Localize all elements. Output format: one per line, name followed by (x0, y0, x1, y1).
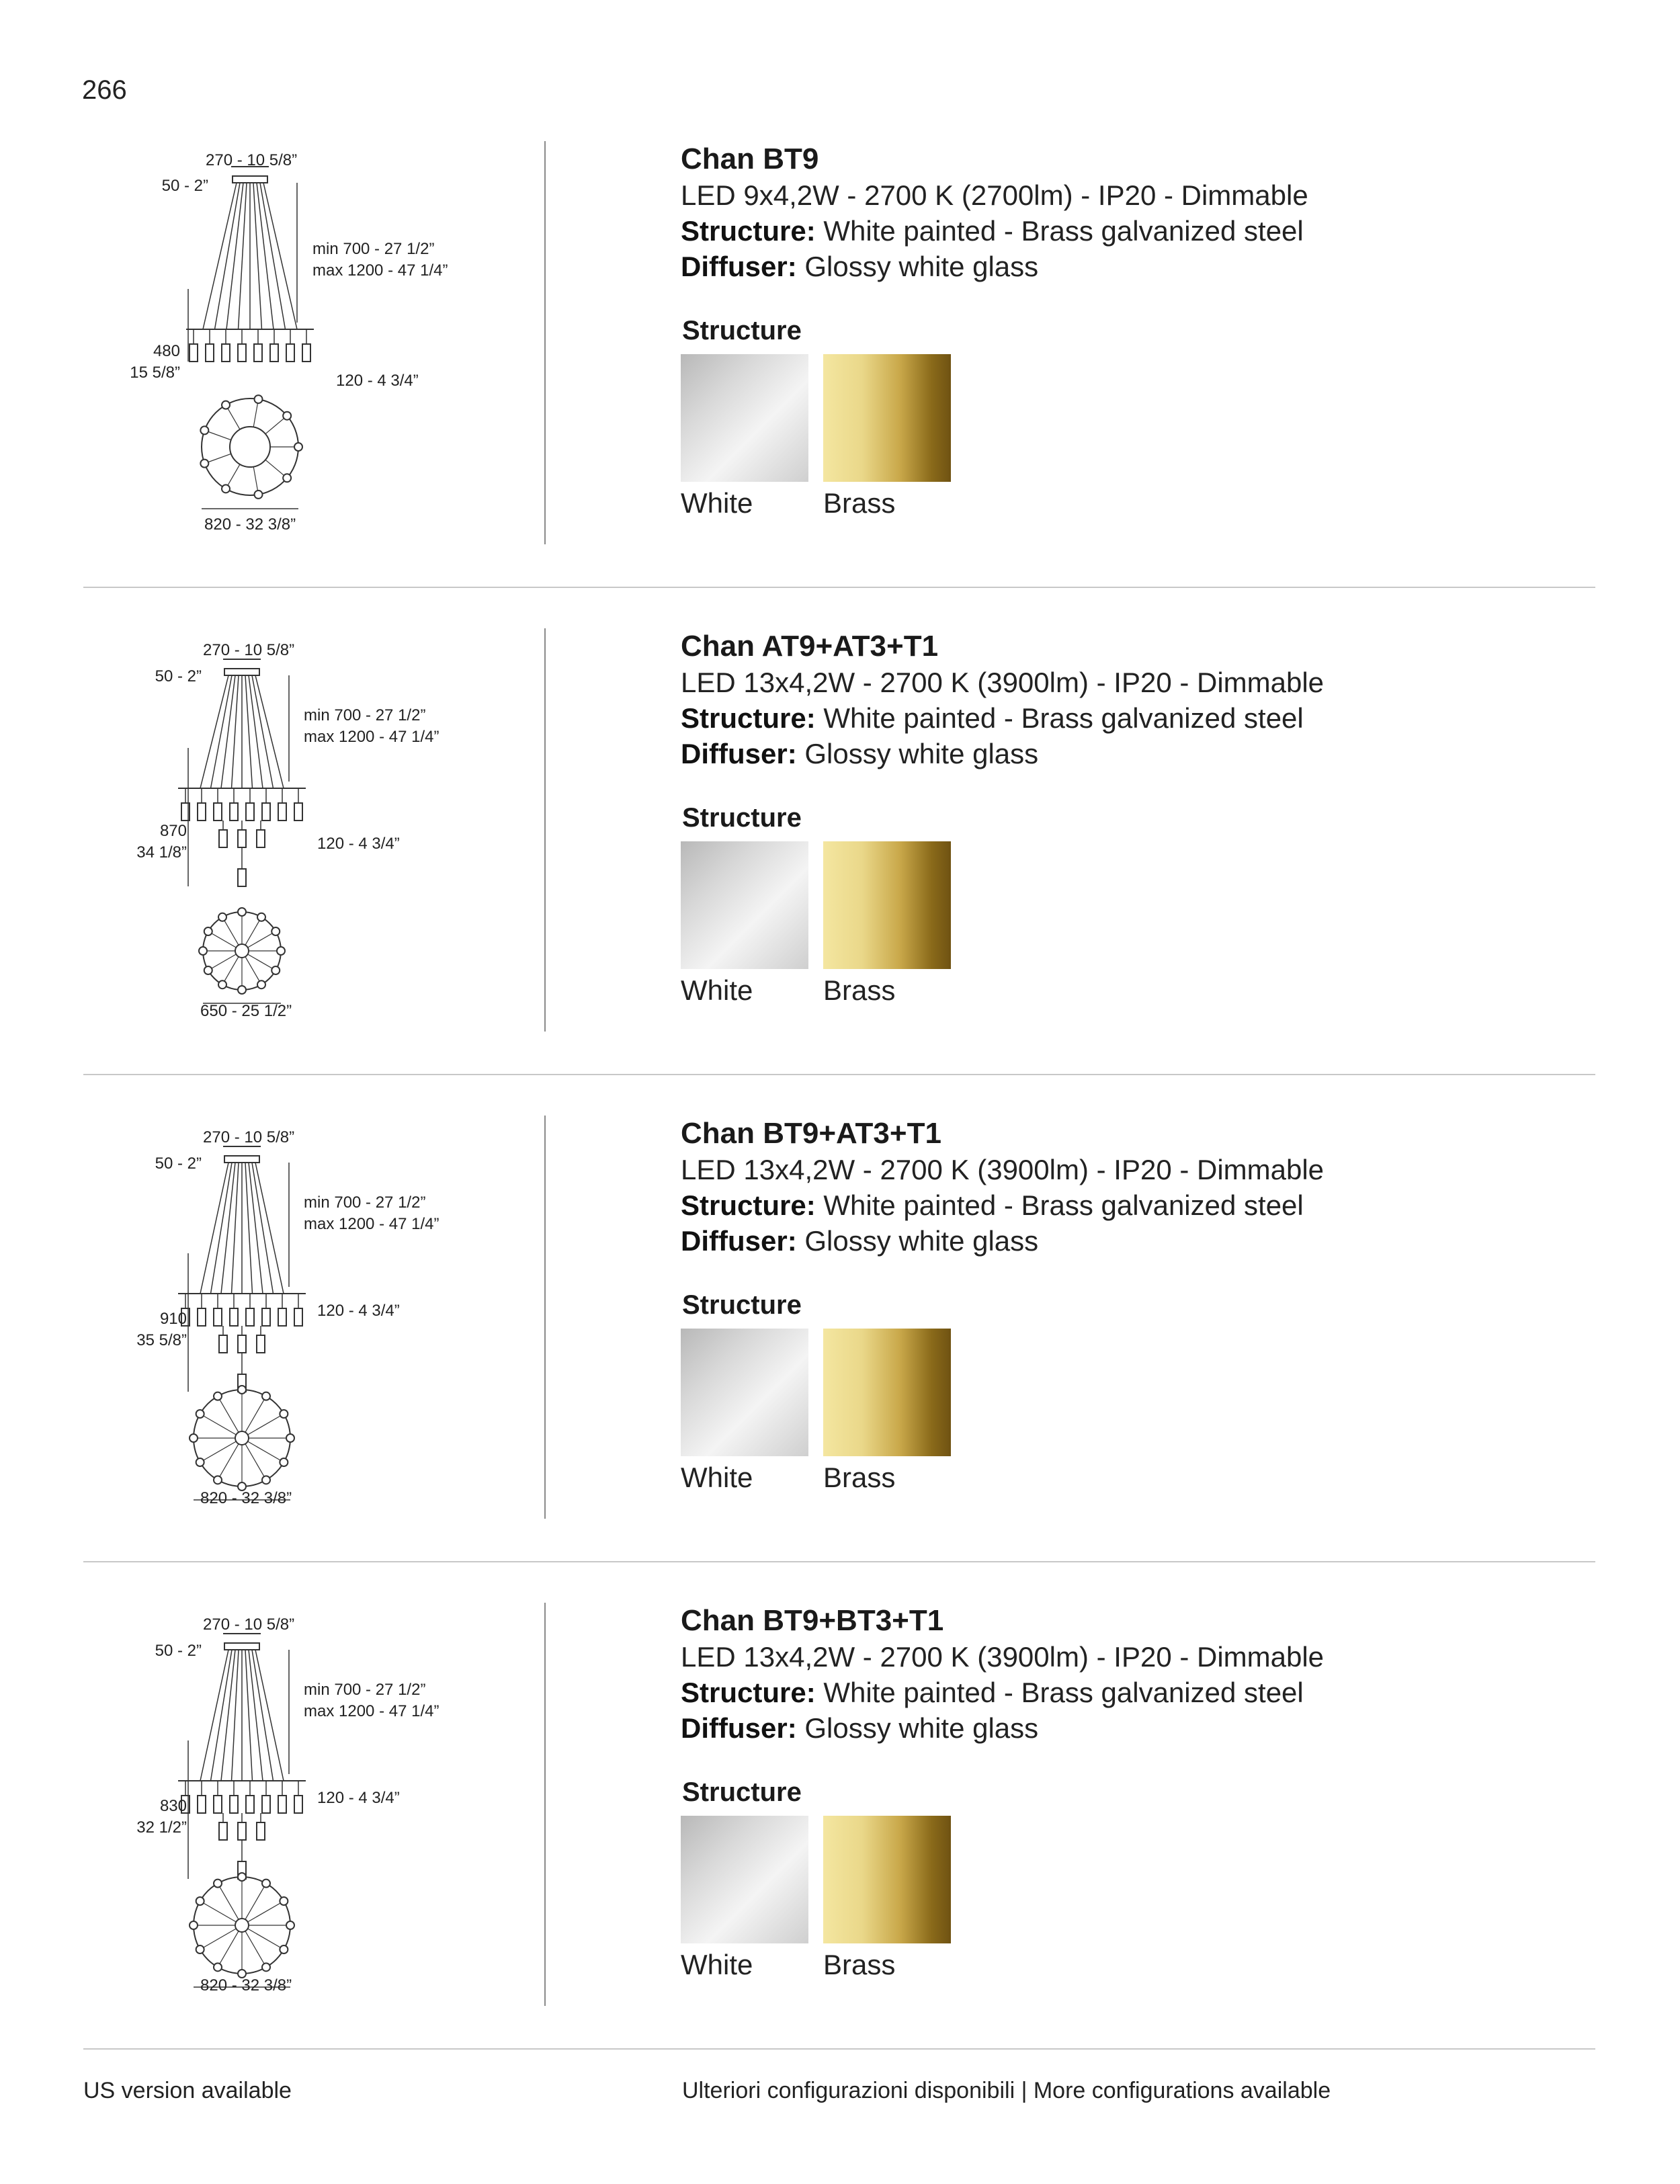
plan-shade-dot (283, 474, 291, 482)
diffuser-spec-label: Diffuser: (681, 251, 797, 282)
cable-line (232, 1163, 239, 1294)
section-separator (83, 1074, 1595, 1075)
plan-shade-dot (218, 980, 226, 989)
glass-shade (246, 1796, 254, 1813)
plan-spoke (218, 1931, 239, 1968)
plan-shade-dot (204, 927, 212, 935)
canopy-shape (224, 1643, 259, 1650)
glass-shade (219, 830, 227, 847)
plan-shade-dot (196, 1897, 204, 1905)
dim-body-in: 34 1/8” (136, 843, 187, 862)
finish-heading: Structure (682, 316, 802, 345)
plan-shade-dot (255, 491, 263, 499)
glass-shade (238, 869, 246, 886)
diffuser-spec (681, 249, 1554, 284)
plan-spoke (218, 1396, 239, 1433)
dim-canopy: 270 - 10 5/8” (203, 641, 295, 659)
plan-shade-dot (199, 947, 207, 955)
cable-line (252, 675, 274, 788)
plan-spoke (200, 1441, 237, 1462)
swatch-white-label: White (681, 1949, 753, 1980)
dim-body-in: 15 5/8” (130, 364, 180, 382)
cable-line (249, 1650, 263, 1781)
finish-heading: Structure (682, 1777, 802, 1807)
cable-line (255, 1163, 284, 1294)
diffuser-spec-label: Diffuser: (681, 1712, 797, 1744)
glass-shade (246, 803, 254, 821)
structure-spec-value: White painted - Brass galvanized steel (823, 1677, 1304, 1708)
structure-spec-value: White painted - Brass galvanized steel (823, 1189, 1304, 1221)
dimension-drawing (108, 628, 524, 1038)
plan-shade-dot (200, 460, 208, 468)
glass-shade (254, 344, 262, 362)
cable-line (221, 675, 235, 788)
swatch-brass-label: Brass (823, 974, 896, 1006)
plan-shade-dot (238, 1386, 246, 1394)
plan-spoke (200, 1929, 237, 1949)
section-separator (83, 587, 1595, 588)
structure-spec (681, 1675, 1554, 1710)
plan-shade-dot (255, 395, 263, 403)
swatch-brass[interactable] (823, 841, 951, 969)
dim-cable-max: max 1200 - 47 1/4” (304, 1215, 439, 1233)
glass-shade (246, 1308, 254, 1326)
dimension-drawing (108, 141, 524, 551)
cable-line (211, 675, 233, 788)
glass-shade (219, 1335, 227, 1353)
plan-shade-dot (214, 1963, 222, 1971)
product-title: Chan BT9+BT3+T1 (681, 1604, 944, 1637)
finish-heading: Structure (682, 803, 802, 833)
diffuser-spec (681, 1710, 1554, 1746)
plan-shade-dot (196, 1410, 204, 1418)
plan-shade-dot (196, 1458, 204, 1466)
cable-line (257, 183, 274, 329)
product-section (0, 1603, 1680, 2090)
section-separator (83, 2048, 1595, 2050)
structure-spec-label: Structure: (681, 702, 816, 734)
product-info (681, 141, 1554, 519)
plan-shade-dot (294, 443, 302, 451)
structure-spec-label: Structure: (681, 1189, 816, 1221)
dim-cable-min: min 700 - 27 1/2” (304, 706, 426, 724)
glass-shade (278, 1796, 286, 1813)
glass-shade (222, 344, 230, 362)
dim-body-mm: 910 (159, 1310, 187, 1328)
dim-canopy-height: 50 - 2” (155, 1642, 202, 1660)
glass-shade (214, 803, 222, 821)
plan-spoke (245, 1444, 266, 1480)
structure-spec (681, 700, 1554, 736)
plan-center-ring (235, 944, 249, 958)
plan-spoke (248, 1929, 284, 1949)
plan-shade-dot (280, 1410, 288, 1418)
diffuser-spec-label: Diffuser: (681, 738, 797, 769)
canopy-shape (224, 669, 259, 675)
glass-shade (294, 803, 302, 821)
cable-line (221, 1163, 235, 1294)
glass-shade (214, 1308, 222, 1326)
plan-shade-dot (262, 1476, 270, 1484)
diffuser-spec (681, 1223, 1554, 1259)
product-info (681, 1603, 1554, 1980)
glass-shade (238, 830, 246, 847)
dim-canopy: 270 - 10 5/8” (206, 151, 298, 169)
plan-shade-dot (200, 426, 208, 434)
glass-shade (198, 803, 206, 821)
swatch-white[interactable] (681, 1816, 808, 1943)
plan-shade-dot (238, 908, 246, 916)
dim-cable-min: min 700 - 27 1/2” (304, 1681, 426, 1699)
diffuser-spec-value: Glossy white glass (804, 1712, 1039, 1744)
glass-shade (262, 803, 270, 821)
swatch-white[interactable] (681, 841, 808, 969)
glass-shade (190, 344, 198, 362)
cable-line (232, 1650, 239, 1781)
led-spec: LED 9x4,2W - 2700 K (2700lm) - IP20 - Dimmable (681, 179, 1308, 211)
dim-shade: 120 - 4 3/4” (317, 835, 400, 853)
swatch-white[interactable] (681, 1329, 808, 1456)
dim-cable-max: max 1200 - 47 1/4” (312, 261, 448, 280)
swatch-brass-label: Brass (823, 487, 896, 519)
dim-body-in: 35 5/8” (136, 1331, 187, 1349)
divider-line (544, 1116, 546, 1519)
dim-body-in: 32 1/2” (136, 1818, 187, 1837)
plan-shade-dot (280, 1458, 288, 1466)
glass-shade (198, 1308, 206, 1326)
swatch-white-label: White (681, 1462, 753, 1493)
plan-shade-dot (257, 913, 265, 921)
plan-shade-dot (271, 966, 280, 974)
plan-spoke (245, 1884, 266, 1920)
dim-diameter: 820 - 32 3/8” (204, 515, 296, 534)
product-title: Chan BT9 (681, 142, 819, 175)
divider-line (544, 628, 546, 1032)
led-spec: LED 13x4,2W - 2700 K (3900lm) - IP20 - Dimmable (681, 1154, 1325, 1185)
glass-shade (206, 344, 214, 362)
plan-spoke (218, 1884, 239, 1920)
page-number: 266 (82, 75, 127, 105)
cable-line (255, 675, 284, 788)
dim-shade: 120 - 4 3/4” (317, 1302, 400, 1320)
plan-shade-dot (286, 1434, 294, 1442)
plan-shade-dot (214, 1476, 222, 1484)
plan-shade-dot (218, 913, 226, 921)
dim-diameter: 820 - 32 3/8” (200, 1489, 292, 1507)
dim-cable-max: max 1200 - 47 1/4” (304, 1702, 439, 1720)
dim-canopy-height: 50 - 2” (161, 177, 208, 195)
product-info (681, 1116, 1554, 1493)
dim-cable-min: min 700 - 27 1/2” (312, 240, 435, 258)
cable-line (260, 183, 286, 329)
glass-shade (257, 1822, 265, 1840)
plan-spoke (245, 1931, 266, 1968)
glass-shade (238, 1822, 246, 1840)
cable-line (245, 675, 253, 788)
dim-canopy-height: 50 - 2” (155, 1154, 202, 1173)
structure-spec-value: White painted - Brass galvanized steel (823, 215, 1304, 247)
diffuser-spec (681, 736, 1554, 771)
plan-shade-dot (277, 947, 285, 955)
swatch-brass-label: Brass (823, 1462, 896, 1493)
plan-shade-dot (257, 980, 265, 989)
dimension-drawing (108, 1116, 524, 1525)
glass-shade (270, 344, 278, 362)
cable-line (215, 183, 241, 329)
product-title: Chan AT9+AT3+T1 (681, 630, 939, 663)
plan-center-ring (230, 427, 270, 467)
cable-line (211, 1163, 233, 1294)
structure-spec (681, 213, 1554, 249)
dim-shade: 120 - 4 3/4” (336, 372, 419, 390)
glass-shade (214, 1796, 222, 1813)
plan-shade-dot (214, 1880, 222, 1888)
product-info (681, 628, 1554, 1006)
dim-canopy-height: 50 - 2” (155, 667, 202, 685)
canopy-shape (233, 176, 267, 183)
glass-shade (257, 830, 265, 847)
swatch-brass[interactable] (823, 1816, 951, 1943)
cable-line (200, 675, 228, 788)
glass-shade (286, 344, 294, 362)
plan-shade-dot (204, 966, 212, 974)
dim-cable-min: min 700 - 27 1/2” (304, 1193, 426, 1212)
structure-spec-label: Structure: (681, 1677, 816, 1708)
cable-line (211, 1650, 233, 1781)
glass-shade (238, 344, 246, 362)
glass-shade (278, 1308, 286, 1326)
structure-spec-label: Structure: (681, 215, 816, 247)
dimension-drawing (108, 1603, 524, 2013)
cable-line (232, 675, 239, 788)
product-title: Chan BT9+AT3+T1 (681, 1117, 941, 1150)
glass-shade (238, 1335, 246, 1353)
section-separator (83, 1561, 1595, 1562)
swatch-white-label: White (681, 974, 753, 1006)
plan-spoke (218, 1444, 239, 1480)
canopy-shape (224, 1156, 259, 1163)
swatch-white[interactable] (681, 354, 808, 482)
plan-spoke (200, 1414, 237, 1435)
glass-shade (262, 1308, 270, 1326)
plan-spoke (248, 1441, 284, 1462)
plan-shade-dot (238, 986, 246, 994)
plan-shade-dot (214, 1392, 222, 1400)
plan-shade-dot (262, 1880, 270, 1888)
footer-us-version: US version available (83, 2078, 292, 2103)
structure-spec-value: White painted - Brass galvanized steel (823, 702, 1304, 734)
plan-shade-dot (262, 1963, 270, 1971)
footer-more-configurations[interactable]: Ulteriori configurazioni disponibili | More configurations available (682, 2078, 1331, 2103)
cable-line (252, 1163, 274, 1294)
diffuser-spec-label: Diffuser: (681, 1225, 797, 1257)
dim-body-mm: 870 (159, 822, 187, 840)
plan-shade-dot (190, 1921, 198, 1929)
cable-line (200, 1163, 228, 1294)
plan-spoke (248, 1414, 284, 1435)
product-section (0, 141, 1680, 628)
dim-diameter: 650 - 25 1/2” (200, 1002, 292, 1020)
plan-center-ring (235, 1431, 249, 1445)
plan-shade-dot (280, 1897, 288, 1905)
glass-shade (230, 1796, 238, 1813)
plan-shade-dot (283, 412, 291, 420)
plan-shade-dot (238, 1873, 246, 1881)
plan-shade-dot (196, 1945, 204, 1954)
swatch-brass[interactable] (823, 1329, 951, 1456)
cable-line (245, 1163, 253, 1294)
divider-line (544, 141, 546, 544)
dim-diameter: 820 - 32 3/8” (200, 1976, 292, 1994)
product-section (0, 628, 1680, 1116)
plan-spoke (200, 1901, 237, 1922)
product-section (0, 1116, 1680, 1603)
cable-line (263, 183, 297, 329)
cable-line (249, 1163, 263, 1294)
diffuser-spec-value: Glossy white glass (804, 1225, 1039, 1257)
diffuser-spec-value: Glossy white glass (804, 738, 1039, 769)
plan-shade-dot (262, 1392, 270, 1400)
plan-shade-dot (271, 927, 280, 935)
led-spec: LED 13x4,2W - 2700 K (3900lm) - IP20 - Dimmable (681, 667, 1325, 698)
cable-line (221, 1650, 235, 1781)
diffuser-spec-value: Glossy white glass (804, 251, 1039, 282)
cable-line (245, 1650, 253, 1781)
dim-shade: 120 - 4 3/4” (317, 1789, 400, 1807)
cable-line (203, 183, 237, 329)
glass-shade (257, 1335, 265, 1353)
glass-shade (278, 803, 286, 821)
plan-spoke (248, 1901, 284, 1922)
dim-canopy: 270 - 10 5/8” (203, 1128, 295, 1146)
glass-shade (302, 344, 310, 362)
cable-line (200, 1650, 228, 1781)
plan-shade-dot (280, 1945, 288, 1954)
cable-line (249, 675, 263, 788)
plan-shade-dot (222, 401, 230, 409)
plan-center-ring (235, 1919, 249, 1932)
plan-shade-dot (286, 1921, 294, 1929)
glass-shade (294, 1796, 302, 1813)
cable-line (226, 183, 243, 329)
cable-line (239, 183, 247, 329)
cable-line (255, 1650, 284, 1781)
finish-heading: Structure (682, 1290, 802, 1320)
glass-shade (219, 1822, 227, 1840)
swatch-white-label: White (681, 487, 753, 519)
glass-shade (294, 1308, 302, 1326)
cable-line (252, 1650, 274, 1781)
plan-shade-dot (222, 485, 230, 493)
swatch-brass[interactable] (823, 354, 951, 482)
cable-line (253, 183, 262, 329)
glass-shade (262, 1796, 270, 1813)
swatch-brass-label: Brass (823, 1949, 896, 1980)
dim-body-mm: 830 (159, 1797, 187, 1815)
led-spec: LED 13x4,2W - 2700 K (3900lm) - IP20 - Dimmable (681, 1641, 1325, 1673)
plan-spoke (245, 1396, 266, 1433)
dim-canopy: 270 - 10 5/8” (203, 1615, 295, 1634)
glass-shade (198, 1796, 206, 1813)
divider-line (544, 1603, 546, 2006)
dim-body-mm: 480 (153, 342, 180, 360)
plan-shade-dot (190, 1434, 198, 1442)
glass-shade (230, 803, 238, 821)
dim-cable-max: max 1200 - 47 1/4” (304, 728, 439, 746)
glass-shade (230, 1308, 238, 1326)
structure-spec (681, 1187, 1554, 1223)
